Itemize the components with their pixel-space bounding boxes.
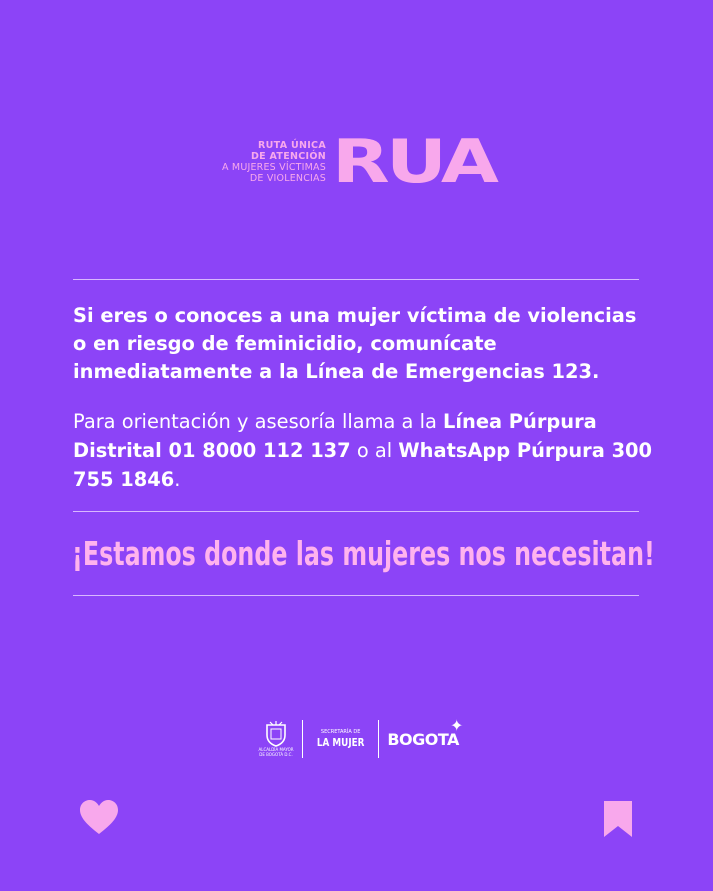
divider-bottom (73, 595, 639, 596)
footer-separator-1 (302, 720, 303, 758)
secretaria-big: LA MUJER (316, 736, 365, 749)
bogota-word: BOGOTA (387, 729, 459, 749)
rua-logo-word: RUA (332, 127, 496, 197)
whatsapp-purpura: WhatsApp Púrpura 300 755 1846 (73, 439, 653, 491)
slogan: ¡Estamos donde las mujeres nos necesitan! (72, 534, 655, 573)
bookmark-icon[interactable] (604, 801, 632, 837)
rua-logo (222, 127, 496, 197)
alcaldia-logo (258, 721, 294, 757)
secretaria-small: SECRETARÍA DE (320, 729, 361, 735)
footer-separator-2 (378, 720, 379, 758)
rua-logo-line3: A MUJERES VÍCTIMAS (222, 162, 326, 173)
linea-purpura: Línea Púrpura Distrital 01 8000 112 137 (73, 410, 597, 462)
rua-logo-line4: DE VIOLENCIAS (249, 173, 326, 184)
secretaria-logo (311, 729, 370, 749)
footer-logos (258, 715, 463, 763)
crest-icon (265, 721, 287, 747)
info-text (73, 407, 653, 494)
alcaldia-caption: ALCALDÍA MAYOR DE BOGOTÁ D.C. (258, 747, 294, 757)
info-part3: . (174, 468, 181, 491)
info-part2: o al (350, 439, 399, 462)
star-icon: ✦ (450, 715, 463, 735)
rua-logo-caption (222, 140, 326, 184)
info-part1: Para orientación y asesoría llama a la (73, 410, 444, 433)
rua-logo-line2: DE ATENCIÓN (250, 151, 326, 162)
divider-top (73, 279, 639, 280)
divider-middle (73, 511, 639, 512)
heart-icon[interactable] (80, 800, 118, 836)
bogota-logo (387, 715, 463, 749)
rua-logo-line1: RUTA ÚNICA (258, 140, 326, 151)
lead-text: Si eres o conoces a una mujer víctima de violencias o en riesgo de feminicidio, comunícate inmediatamente a la Línea de Emergencias 123. (73, 304, 637, 383)
